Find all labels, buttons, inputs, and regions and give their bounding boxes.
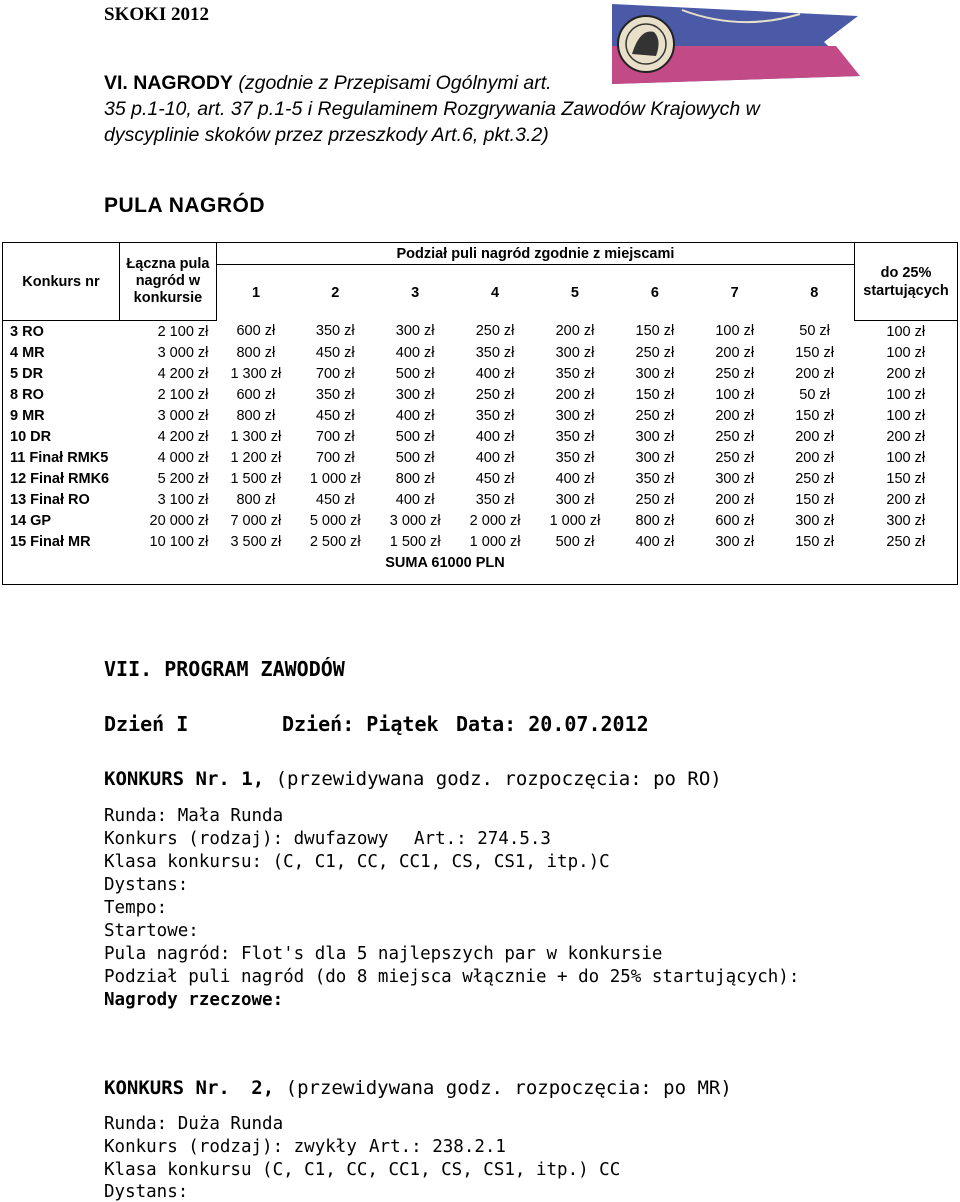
cell-place-5: 350 zł <box>555 449 595 466</box>
table-sum: SUMA 61000 PLN <box>3 552 958 584</box>
konkurs2-note: (przewidywana godz. rozpoczęcia: po MR) <box>285 1077 732 1099</box>
cell-place-3: 3 000 zł <box>389 512 441 529</box>
cell-place-2: 2 500 zł <box>309 533 361 550</box>
cell-place-1: 3 500 zł <box>230 533 282 550</box>
konkurs2-rodzaj: Konkurs (rodzaj): zwykły <box>104 1137 357 1157</box>
cell-place-8: 50 zł <box>799 386 830 403</box>
cell-place-4: 350 zł <box>475 344 515 361</box>
cell-total: 10 100 zł <box>149 533 209 550</box>
cell-extra: 200 zł <box>855 489 958 510</box>
cell-konkurs-nr: 12 Finał RMK6 <box>3 468 120 489</box>
header-place-1: 1 <box>252 284 261 301</box>
day-date: Data: 20.07.2012 <box>456 712 649 736</box>
konkurs1-dystans: Dystans: <box>104 875 189 895</box>
cell-place-3: 400 zł <box>395 344 435 361</box>
program-heading: VII. PROGRAM ZAWODÓW <box>104 657 345 681</box>
cell-place-8: 200 zł <box>795 365 834 382</box>
cell-extra: 100 zł <box>855 447 958 468</box>
header-place-4: 4 <box>491 284 500 301</box>
header-place-2: 2 <box>331 284 340 301</box>
cell-extra: 150 zł <box>855 468 958 489</box>
prize-pool-table <box>2 242 958 585</box>
table-row <box>3 426 958 447</box>
cell-place-4: 400 zł <box>475 428 515 445</box>
cell-konkurs-nr: 10 DR <box>3 426 120 447</box>
cell-extra: 250 zł <box>855 531 958 552</box>
konkurs2-art: Art.: 238.2.1 <box>369 1137 506 1157</box>
table-row <box>3 447 958 468</box>
awards-note-line3: dyscyplinie skoków przez przeszkody Art.6, pkt.3.2) <box>104 124 549 146</box>
cell-konkurs-nr: 4 MR <box>3 342 120 363</box>
cell-place-1: 1 500 zł <box>230 470 282 487</box>
day-info-row <box>104 712 804 738</box>
cell-place-4: 250 zł <box>475 386 515 403</box>
cell-total: 4 000 zł <box>157 449 209 466</box>
cell-place-7: 100 zł <box>715 386 755 403</box>
cell-total: 3 100 zł <box>157 491 209 508</box>
konkurs1-rzeczowe: Nagrody rzeczowe: <box>104 990 284 1010</box>
konkurs1-startowe: Startowe: <box>104 921 199 941</box>
cell-place-3: 500 zł <box>395 428 435 445</box>
cell-place-2: 350 zł <box>315 323 355 340</box>
cell-place-2: 700 zł <box>315 449 355 466</box>
cell-place-3: 300 zł <box>395 323 435 340</box>
cell-extra: 300 zł <box>855 510 958 531</box>
table-row <box>3 321 958 343</box>
header-konkurs-nr: Konkurs nr <box>3 243 120 321</box>
cell-place-2: 1 000 zł <box>309 470 361 487</box>
cell-konkurs-nr: 5 DR <box>3 363 120 384</box>
section-awards <box>104 70 824 148</box>
header-place-split: Podział puli nagród zgodnie z miejscami <box>216 243 854 265</box>
cell-place-3: 300 zł <box>395 386 435 403</box>
header-extra: do 25% startujących <box>855 243 958 321</box>
cell-total: 3 000 zł <box>157 407 209 424</box>
cell-place-8: 200 zł <box>795 428 834 445</box>
konkurs2-klasa: Klasa konkursu (C, C1, CC, CC1, CS, CS1, itp.) CC <box>104 1160 621 1180</box>
cell-place-4: 350 zł <box>475 491 515 508</box>
cell-place-6: 300 zł <box>635 365 675 382</box>
table-row <box>3 468 958 489</box>
cell-place-7: 250 zł <box>715 365 755 382</box>
cell-place-1: 600 zł <box>236 386 276 403</box>
cell-place-5: 300 zł <box>555 491 595 508</box>
cell-konkurs-nr: 14 GP <box>3 510 120 531</box>
cell-total: 4 200 zł <box>157 428 209 445</box>
konkurs1-title-row <box>104 768 722 790</box>
cell-extra: 100 zł <box>855 342 958 363</box>
cell-place-5: 300 zł <box>555 407 595 424</box>
awards-note-line2: 35 p.1-10, art. 37 p.1-5 i Regulaminem Rozgrywania Zawodów Krajowych w <box>104 98 760 120</box>
cell-extra: 100 zł <box>855 405 958 426</box>
cell-place-1: 800 zł <box>236 491 276 508</box>
cell-place-8: 150 zł <box>795 344 834 361</box>
cell-place-3: 800 zł <box>395 470 435 487</box>
cell-total: 2 100 zł <box>157 323 209 340</box>
cell-total: 20 000 zł <box>149 512 209 529</box>
table-row <box>3 510 958 531</box>
cell-place-4: 400 zł <box>475 365 515 382</box>
cell-place-8: 150 zł <box>795 533 834 550</box>
cell-extra: 100 zł <box>855 321 958 343</box>
cell-place-4: 400 zł <box>475 449 515 466</box>
cell-place-2: 450 zł <box>315 491 355 508</box>
cell-place-5: 500 zł <box>555 533 595 550</box>
cell-extra: 200 zł <box>855 363 958 384</box>
cell-total: 3 000 zł <box>157 344 209 361</box>
cell-place-3: 500 zł <box>395 449 435 466</box>
cell-place-5: 350 zł <box>555 428 595 445</box>
cell-konkurs-nr: 11 Finał RMK5 <box>3 447 120 468</box>
cell-place-8: 50 zł <box>799 323 830 340</box>
cell-place-5: 200 zł <box>555 323 595 340</box>
konkurs2-title-row <box>104 1077 732 1099</box>
day-label: Dzień I <box>104 712 189 736</box>
cell-place-2: 700 zł <box>315 365 355 382</box>
konkurs1-klasa: Klasa konkursu: (C, C1, CC, CC1, CS, CS1, itp.)C <box>104 852 610 872</box>
table-row <box>3 489 958 510</box>
table-row <box>3 531 958 552</box>
cell-total: 5 200 zł <box>157 470 209 487</box>
table-sum-row <box>3 552 958 584</box>
cell-place-6: 250 zł <box>635 491 675 508</box>
cell-place-1: 1 200 zł <box>230 449 282 466</box>
cell-place-3: 1 500 zł <box>389 533 441 550</box>
awards-note-line1: (zgodnie z Przepisami Ogólnymi art. <box>238 72 552 94</box>
cell-place-6: 800 zł <box>635 512 675 529</box>
cell-place-5: 1 000 zł <box>549 512 601 529</box>
cell-place-4: 350 zł <box>475 407 515 424</box>
cell-place-4: 2 000 zł <box>469 512 521 529</box>
cell-place-1: 7 000 zł <box>230 512 282 529</box>
cell-place-4: 1 000 zł <box>469 533 521 550</box>
cell-place-5: 350 zł <box>555 365 595 382</box>
cell-konkurs-nr: 13 Finał RO <box>3 489 120 510</box>
cell-konkurs-nr: 9 MR <box>3 405 120 426</box>
konkurs1-podzial: Podział puli nagród (do 8 miejsca włącznie + do 25% startujących): <box>104 967 800 987</box>
cell-place-7: 300 zł <box>715 533 755 550</box>
header-place-7: 7 <box>730 284 739 301</box>
cell-place-8: 150 zł <box>795 491 834 508</box>
prize-pool-title: PULA NAGRÓD <box>104 194 266 217</box>
header-place-5: 5 <box>570 284 579 301</box>
cell-place-7: 600 zł <box>715 512 755 529</box>
cell-place-4: 250 zł <box>475 323 515 340</box>
cell-place-2: 700 zł <box>315 428 355 445</box>
konkurs2-rodzaj-row <box>104 1137 506 1157</box>
document-header-title: SKOKI 2012 <box>104 4 210 25</box>
cell-place-1: 800 zł <box>236 407 276 424</box>
cell-total: 4 200 zł <box>157 365 209 382</box>
cell-place-2: 5 000 zł <box>309 512 361 529</box>
cell-place-8: 300 zł <box>795 512 834 529</box>
cell-place-2: 450 zł <box>315 407 355 424</box>
cell-konkurs-nr: 15 Finał MR <box>3 531 120 552</box>
cell-place-7: 100 zł <box>715 323 755 340</box>
day-weekday: Dzień: Piątek <box>282 712 439 736</box>
header-place-6: 6 <box>650 284 659 301</box>
table-row <box>3 342 958 363</box>
table-row <box>3 363 958 384</box>
konkurs2-dystans: Dystans: <box>104 1182 189 1202</box>
konkurs2-runda: Runda: Duża Runda <box>104 1114 284 1134</box>
cell-total: 2 100 zł <box>157 386 209 403</box>
konkurs1-rodzaj-row <box>104 829 551 849</box>
cell-place-4: 450 zł <box>475 470 515 487</box>
cell-place-2: 350 zł <box>315 386 355 403</box>
cell-place-7: 250 zł <box>715 449 755 466</box>
cell-place-6: 150 zł <box>635 386 675 403</box>
cell-place-1: 1 300 zł <box>230 428 282 445</box>
header-place-3: 3 <box>411 284 420 301</box>
konkurs1-rodzaj: Konkurs (rodzaj): dwufazowy <box>104 829 389 849</box>
header-total-pool: Łączna pula nagród w konkursie <box>119 243 216 321</box>
konkurs1-art: Art.: 274.5.3 <box>414 829 551 849</box>
konkurs1-runda: Runda: Mała Runda <box>104 806 284 826</box>
table-row <box>3 405 958 426</box>
cell-place-8: 200 zł <box>795 449 834 466</box>
cell-place-6: 300 zł <box>635 428 675 445</box>
cell-place-3: 400 zł <box>395 407 435 424</box>
cell-place-1: 600 zł <box>236 323 276 340</box>
cell-place-7: 200 zł <box>715 344 755 361</box>
awards-heading: VI. NAGRODY <box>104 72 233 94</box>
cell-place-6: 350 zł <box>635 470 675 487</box>
konkurs2-title-num: 2, <box>251 1077 275 1099</box>
cell-place-3: 500 zł <box>395 365 435 382</box>
cell-place-1: 800 zł <box>236 344 276 361</box>
konkurs1-title: KONKURS Nr. 1, <box>104 768 265 790</box>
cell-place-3: 400 zł <box>395 491 435 508</box>
cell-place-7: 250 zł <box>715 428 755 445</box>
konkurs1-note: (przewidywana godz. rozpoczęcia: po RO) <box>275 768 722 790</box>
cell-place-8: 150 zł <box>795 407 834 424</box>
konkurs2-title: KONKURS Nr. <box>104 1077 230 1099</box>
cell-extra: 100 zł <box>855 384 958 405</box>
cell-place-2: 450 zł <box>315 344 355 361</box>
cell-place-7: 300 zł <box>715 470 755 487</box>
cell-place-5: 200 zł <box>555 386 595 403</box>
cell-place-1: 1 300 zł <box>230 365 282 382</box>
konkurs1-pula: Pula nagród: Flot's dla 5 najlepszych par w konkursie <box>104 944 663 964</box>
header-place-8: 8 <box>810 284 819 301</box>
cell-place-7: 200 zł <box>715 407 755 424</box>
cell-place-6: 250 zł <box>635 344 675 361</box>
cell-place-6: 300 zł <box>635 449 675 466</box>
cell-konkurs-nr: 8 RO <box>3 384 120 405</box>
konkurs1-tempo: Tempo: <box>104 898 168 918</box>
cell-konkurs-nr: 3 RO <box>3 321 120 343</box>
cell-place-6: 250 zł <box>635 407 675 424</box>
cell-place-5: 400 zł <box>555 470 595 487</box>
cell-place-6: 400 zł <box>635 533 675 550</box>
cell-place-8: 250 zł <box>795 470 834 487</box>
cell-place-7: 200 zł <box>715 491 755 508</box>
cell-place-6: 150 zł <box>635 323 675 340</box>
cell-place-5: 300 zł <box>555 344 595 361</box>
cell-extra: 200 zł <box>855 426 958 447</box>
table-row <box>3 384 958 405</box>
